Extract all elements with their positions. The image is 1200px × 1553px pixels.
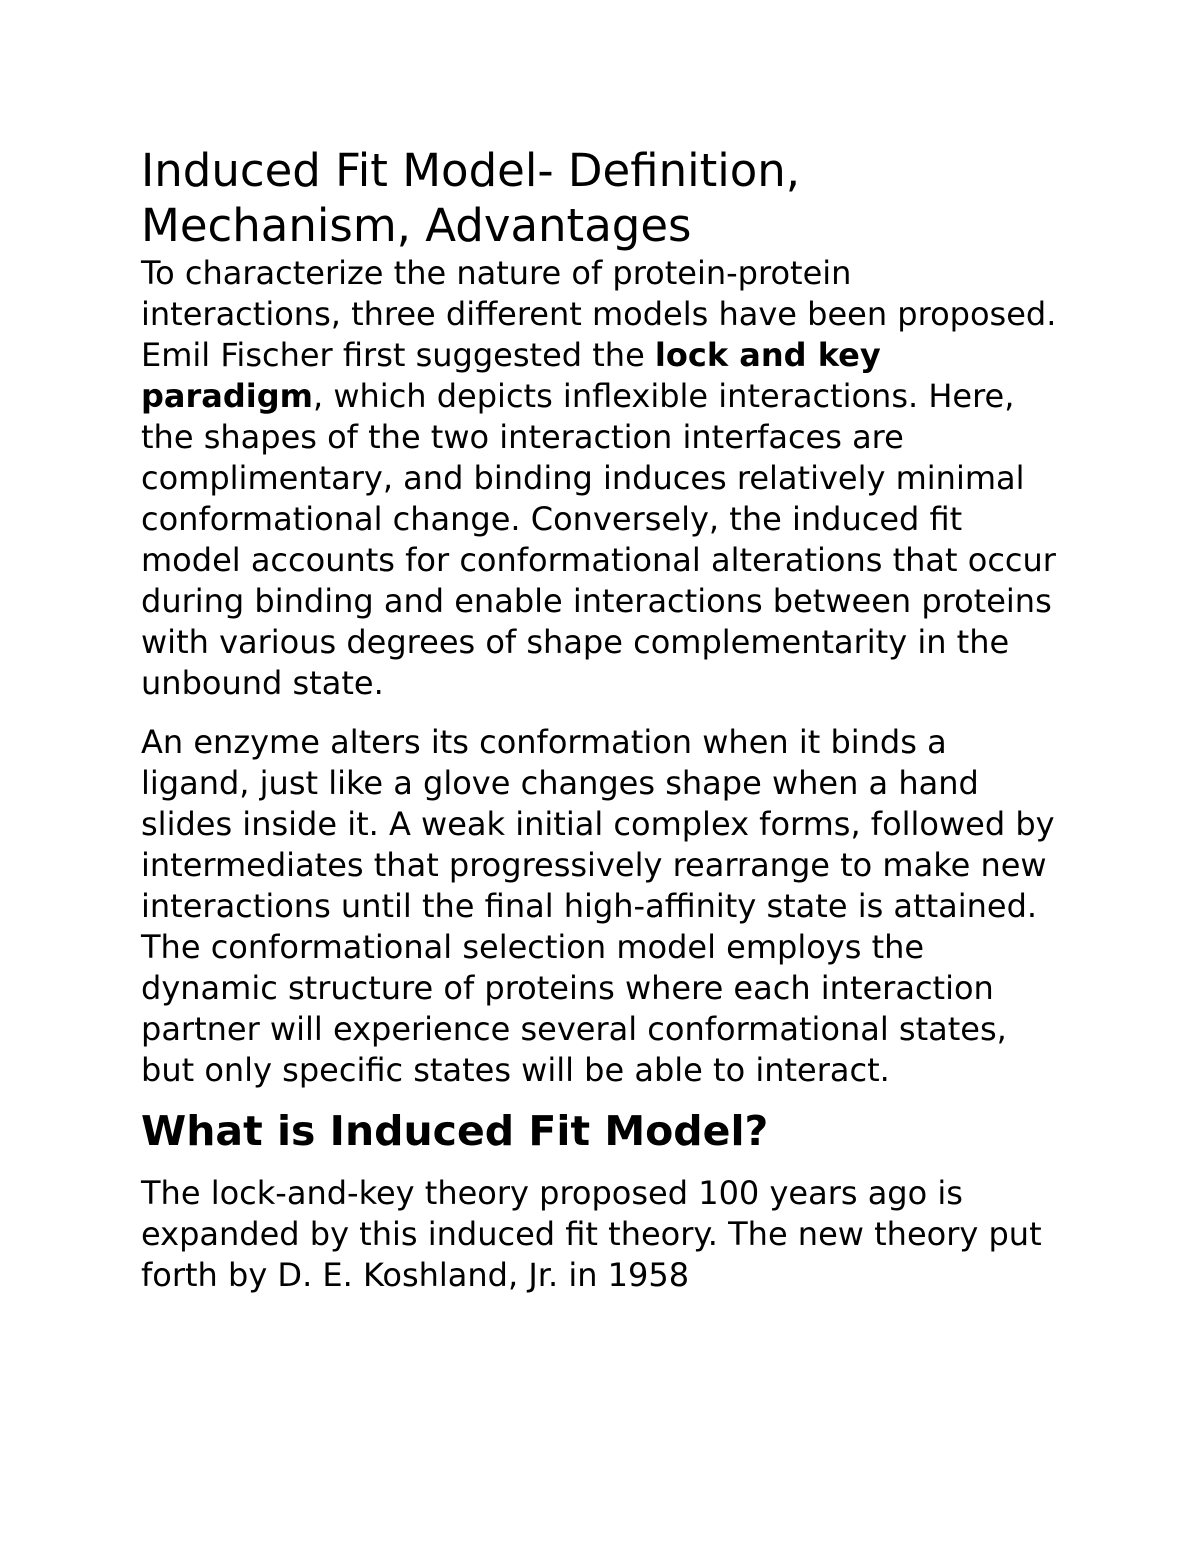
intro-paragraph — [141, 253, 1061, 704]
intro-bold-term: lock and key paradigm — [141, 336, 881, 415]
intro-text-end: , which depicts inflexible interactions. Here, the shapes of the two interaction interfaces are complimentary, and binding induces relatively minimal conformational change. Conversely, the induced fit model accounts for conformational alterations that occur during binding and enable interactions between proteins with various degrees of shape complementarity in the unbound state. — [141, 377, 1056, 702]
intro-text-start: To characterize the nature of protein-protein interactions, three different models have been proposed. Emil Fischer first suggested the — [141, 254, 1057, 374]
page-title: Induced Fit Model- Definition, Mechanism, Advantages — [141, 144, 801, 252]
body-paragraph-theory: The lock-and-key theory proposed 100 years ago is expanded by this induced fit theory. The new theory put forth by D. E. Koshland, Jr. in 1958 — [141, 1174, 1042, 1294]
body-paragraph-enzyme: An enzyme alters its conformation when it binds a ligand, just like a glove changes shape when a hand slides inside it. A weak initial complex forms, followed by intermediates that progressively rearrange to make new interactions until the final high-affinity state is attained. The conformational selection model employs the dynamic structure of proteins where each interaction partner will experience several conformational states, but only specific states will be able to interact. — [141, 723, 1055, 1089]
section-heading: What is Induced Fit Model? — [141, 1107, 769, 1155]
document-page — [141, 143, 1061, 1296]
